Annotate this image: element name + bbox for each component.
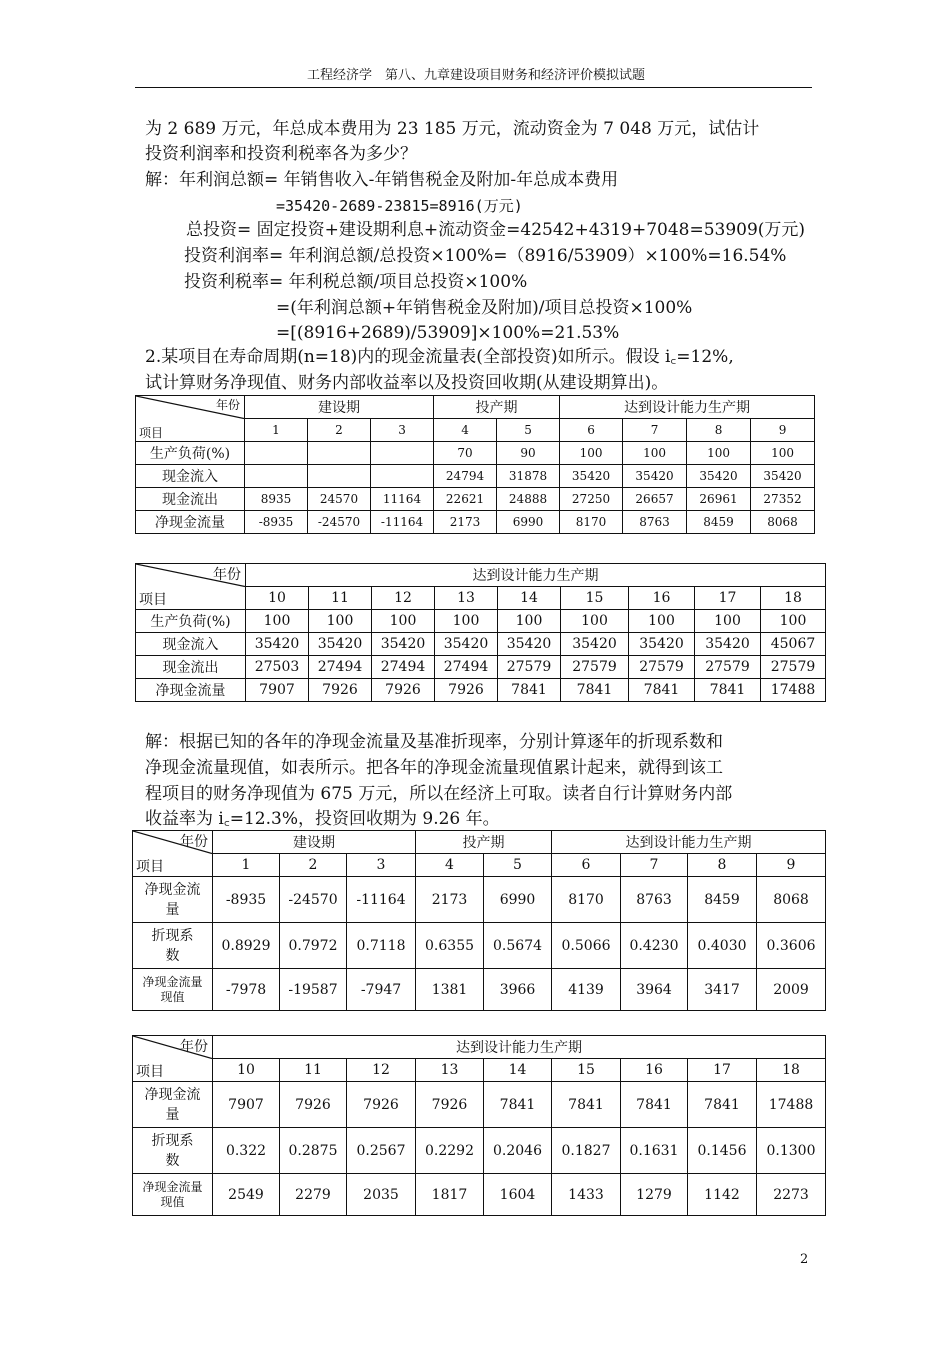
diag-bottom-label: 项目	[136, 1064, 164, 1080]
year-header-row	[133, 854, 826, 877]
value-cell: 7926	[347, 1082, 416, 1128]
row-label: 折现系数	[133, 1128, 213, 1174]
value-cell: 0.4030	[688, 923, 757, 969]
value-cell: 27579	[629, 656, 695, 679]
value-cell: 1604	[484, 1174, 552, 1216]
year-cell: 16	[621, 1059, 688, 1082]
value-cell: 7926	[416, 1082, 484, 1128]
year-cell: 8	[688, 854, 757, 877]
table-row	[136, 465, 815, 488]
year-cell: 12	[372, 587, 435, 610]
text-line: =35420-2689-23815=8916(万元)	[276, 197, 523, 215]
period-design: 达到设计能力生产期	[552, 831, 826, 854]
value-cell: 7841	[688, 1082, 757, 1128]
year-cell: 9	[751, 419, 815, 442]
value-cell: 0.2292	[416, 1128, 484, 1174]
cash-flow-table-2	[135, 563, 826, 702]
year-header-row	[133, 1059, 826, 1082]
value-cell: 8935	[245, 488, 308, 511]
row-label: 净现金流量	[133, 1082, 213, 1128]
year-cell: 2	[308, 419, 371, 442]
value-cell: 35420	[372, 633, 435, 656]
value-cell: 100	[560, 442, 623, 465]
year-cell: 9	[757, 854, 826, 877]
row-label: 现金流入	[136, 465, 245, 488]
year-cell: 17	[695, 587, 761, 610]
row-label: 净现金流量	[136, 679, 246, 702]
value-cell: 70	[434, 442, 497, 465]
value-cell: 100	[498, 610, 561, 633]
period-design: 达到设计能力生产期	[560, 396, 815, 419]
year-cell: 6	[560, 419, 623, 442]
value-cell: 0.4230	[621, 923, 688, 969]
value-cell: 35420	[687, 465, 751, 488]
cash-flow-table-1	[135, 395, 815, 534]
text-line: 收益率为 i꜀=12.3%，投资回收期为 9.26 年。	[145, 809, 500, 829]
row-label: 现金流出	[136, 656, 246, 679]
npv-table-1	[132, 830, 826, 1011]
diag-top-label: 年份	[180, 834, 208, 850]
text-line: 解：根据已知的各年的净现金流量及基准折现率，分别计算逐年的折现系数和	[145, 732, 723, 752]
value-cell: 27579	[561, 656, 629, 679]
value-cell: 7907	[246, 679, 309, 702]
diagonal-header-cell	[133, 1036, 213, 1082]
value-cell: 22621	[434, 488, 497, 511]
value-cell: 2173	[416, 877, 484, 923]
value-cell: 0.6355	[416, 923, 484, 969]
value-cell: 35420	[561, 633, 629, 656]
value-cell: 3417	[688, 969, 757, 1011]
year-cell: 6	[552, 854, 621, 877]
value-cell: -8935	[213, 877, 280, 923]
year-cell: 13	[416, 1059, 484, 1082]
period-design: 达到设计能力生产期	[246, 564, 826, 587]
row-label: 折现系数	[133, 923, 213, 969]
value-cell: 100	[246, 610, 309, 633]
table-row	[136, 442, 815, 465]
value-cell: 100	[309, 610, 372, 633]
year-cell: 10	[246, 587, 309, 610]
value-cell: 17488	[761, 679, 826, 702]
value-cell: 11164	[371, 488, 434, 511]
table-row	[136, 656, 826, 679]
value-cell: 100	[695, 610, 761, 633]
year-cell: 12	[347, 1059, 416, 1082]
value-cell: 24570	[308, 488, 371, 511]
year-cell: 1	[245, 419, 308, 442]
value-cell: 0.8929	[213, 923, 280, 969]
value-cell: -11164	[371, 511, 434, 534]
value-cell: 7926	[280, 1082, 347, 1128]
row-label: 净现金流量现值	[133, 1174, 213, 1216]
value-cell: 27494	[372, 656, 435, 679]
value-cell: 35420	[435, 633, 498, 656]
value-cell: 35420	[560, 465, 623, 488]
value-cell	[371, 465, 434, 488]
table-row	[136, 488, 815, 511]
year-cell: 18	[761, 587, 826, 610]
period-construction: 建设期	[245, 396, 434, 419]
value-cell: 2273	[757, 1174, 826, 1216]
table-row	[133, 923, 826, 969]
diagonal-header-cell	[136, 396, 245, 442]
value-cell: 24888	[497, 488, 560, 511]
value-cell: 26657	[623, 488, 687, 511]
value-cell: 2279	[280, 1174, 347, 1216]
diagonal-header-cell	[133, 831, 213, 877]
value-cell: 31878	[497, 465, 560, 488]
period-startup: 投产期	[434, 396, 560, 419]
value-cell: 0.5066	[552, 923, 621, 969]
value-cell: 45067	[761, 633, 826, 656]
period-construction: 建设期	[213, 831, 416, 854]
value-cell: 7841	[498, 679, 561, 702]
value-cell: 2009	[757, 969, 826, 1011]
value-cell: 0.322	[213, 1128, 280, 1174]
value-cell: 0.2046	[484, 1128, 552, 1174]
value-cell: 8459	[688, 877, 757, 923]
value-cell: 35420	[629, 633, 695, 656]
diag-top-label: 年份	[213, 567, 241, 583]
period-design: 达到设计能力生产期	[213, 1036, 826, 1059]
value-cell: 0.3606	[757, 923, 826, 969]
table-row	[133, 969, 826, 1011]
text-line: 程项目的财务净现值为 675 万元，所以在经济上可取。读者自行计算财务内部	[145, 784, 733, 804]
year-cell: 2	[280, 854, 347, 877]
value-cell: 8763	[623, 511, 687, 534]
value-cell: 100	[629, 610, 695, 633]
text-line: 为 2 689 万元，年总成本费用为 23 185 万元，流动资金为 7 048 万元，试估计	[145, 119, 760, 139]
row-label: 现金流入	[136, 633, 246, 656]
text-line: 解：年利润总额= 年销售收入-年销售税金及附加-年总成本费用	[145, 170, 619, 190]
value-cell: 7926	[435, 679, 498, 702]
value-cell: 27503	[246, 656, 309, 679]
value-cell: 0.1456	[688, 1128, 757, 1174]
row-label: 生产负荷(%)	[136, 442, 245, 465]
year-cell: 3	[371, 419, 434, 442]
text-line: 试计算财务净现值、财务内部收益率以及投资回收期(从建设期算出)。	[145, 373, 669, 393]
row-label: 净现金流量	[136, 511, 245, 534]
value-cell: 8068	[751, 511, 815, 534]
value-cell: 3964	[621, 969, 688, 1011]
value-cell: 0.1300	[757, 1128, 826, 1174]
value-cell: 35420	[695, 633, 761, 656]
value-cell: 7926	[309, 679, 372, 702]
value-cell: -7947	[347, 969, 416, 1011]
value-cell: 6990	[497, 511, 560, 534]
value-cell: 27579	[761, 656, 826, 679]
value-cell: 17488	[757, 1082, 826, 1128]
table-row	[136, 679, 826, 702]
value-cell	[308, 442, 371, 465]
value-cell	[245, 442, 308, 465]
table-row	[133, 1174, 826, 1216]
year-cell: 4	[434, 419, 497, 442]
year-cell: 5	[484, 854, 552, 877]
value-cell: 100	[751, 442, 815, 465]
value-cell: 1381	[416, 969, 484, 1011]
diag-bottom-label: 项目	[139, 426, 164, 440]
row-label: 净现金流量现值	[133, 969, 213, 1011]
row-label: 现金流出	[136, 488, 245, 511]
year-cell: 13	[435, 587, 498, 610]
value-cell: 7841	[621, 1082, 688, 1128]
value-cell: 0.7972	[280, 923, 347, 969]
period-startup: 投产期	[416, 831, 552, 854]
value-cell: 27494	[309, 656, 372, 679]
table-row	[133, 1128, 826, 1174]
text-line: 净现金流量现值，如表所示。把各年的净现金流量现值累计起来，就得到该工	[145, 758, 723, 778]
text-line: 投资利润率= 年利润总额/总投资×100%=（8916/53909）×100%=16.54%	[184, 246, 787, 266]
year-cell: 11	[280, 1059, 347, 1082]
year-cell: 1	[213, 854, 280, 877]
text-line: 2.某项目在寿命周期(n=18)内的现金流量表(全部投资)如所示。假设 i꜀=12%,	[145, 347, 734, 367]
value-cell: -24570	[280, 877, 347, 923]
value-cell: 8170	[552, 877, 621, 923]
value-cell: 0.1631	[621, 1128, 688, 1174]
value-cell: 2035	[347, 1174, 416, 1216]
value-cell: 8459	[687, 511, 751, 534]
year-cell: 11	[309, 587, 372, 610]
diagonal-header-cell	[136, 564, 246, 610]
value-cell: 90	[497, 442, 560, 465]
value-cell: 27579	[498, 656, 561, 679]
value-cell	[308, 465, 371, 488]
value-cell: 0.7118	[347, 923, 416, 969]
value-cell: 0.5674	[484, 923, 552, 969]
value-cell: 100	[561, 610, 629, 633]
value-cell: 7907	[213, 1082, 280, 1128]
value-cell: 1433	[552, 1174, 621, 1216]
value-cell: 26961	[687, 488, 751, 511]
value-cell: 1817	[416, 1174, 484, 1216]
table-row	[133, 877, 826, 923]
header-rule	[135, 87, 812, 88]
value-cell: -11164	[347, 877, 416, 923]
value-cell: 7841	[561, 679, 629, 702]
year-cell: 7	[621, 854, 688, 877]
value-cell: 35420	[751, 465, 815, 488]
value-cell: 7841	[552, 1082, 621, 1128]
year-cell: 8	[687, 419, 751, 442]
value-cell: 35420	[246, 633, 309, 656]
diag-bottom-label: 项目	[139, 592, 167, 608]
year-cell: 15	[552, 1059, 621, 1082]
year-cell: 5	[497, 419, 560, 442]
value-cell: 0.2875	[280, 1128, 347, 1174]
value-cell: 27352	[751, 488, 815, 511]
value-cell: 6990	[484, 877, 552, 923]
table-row	[136, 610, 826, 633]
value-cell: 1279	[621, 1174, 688, 1216]
value-cell: 2173	[434, 511, 497, 534]
value-cell: 35420	[498, 633, 561, 656]
text-line: 投资利润率和投资利税率各为多少？	[145, 144, 417, 164]
value-cell: 24794	[434, 465, 497, 488]
value-cell: 3966	[484, 969, 552, 1011]
year-cell: 4	[416, 854, 484, 877]
text-line: 投资利税率= 年利税总额/项目总投资×100%	[184, 272, 528, 292]
year-cell: 3	[347, 854, 416, 877]
value-cell: 100	[623, 442, 687, 465]
running-header: 工程经济学 第八、九章建设项目财务和经济评价模拟试题	[306, 68, 645, 83]
row-label: 生产负荷(%)	[136, 610, 246, 633]
value-cell: 27579	[695, 656, 761, 679]
diag-bottom-label: 项目	[136, 859, 164, 875]
diag-top-label: 年份	[180, 1039, 208, 1055]
value-cell: 7841	[629, 679, 695, 702]
value-cell: 0.2567	[347, 1128, 416, 1174]
year-cell: 14	[484, 1059, 552, 1082]
text-line: 总投资= 固定投资+建设期利息+流动资金=42542+4319+7048=53909(万元)	[186, 220, 806, 240]
table-row	[136, 511, 815, 534]
value-cell: -8935	[245, 511, 308, 534]
value-cell: 7926	[372, 679, 435, 702]
value-cell: 100	[435, 610, 498, 633]
year-cell: 18	[757, 1059, 826, 1082]
value-cell: -7978	[213, 969, 280, 1011]
value-cell	[371, 442, 434, 465]
diag-top-label: 年份	[215, 398, 240, 412]
value-cell: 27494	[435, 656, 498, 679]
row-label: 净现金流量	[133, 877, 213, 923]
value-cell: 7841	[484, 1082, 552, 1128]
year-cell: 16	[629, 587, 695, 610]
npv-table-2	[132, 1035, 826, 1216]
value-cell: 4139	[552, 969, 621, 1011]
value-cell: 100	[372, 610, 435, 633]
value-cell: 8068	[757, 877, 826, 923]
year-cell: 14	[498, 587, 561, 610]
year-cell: 17	[688, 1059, 757, 1082]
value-cell: 100	[761, 610, 826, 633]
value-cell: -24570	[308, 511, 371, 534]
value-cell: 2549	[213, 1174, 280, 1216]
value-cell: 100	[687, 442, 751, 465]
value-cell: 8170	[560, 511, 623, 534]
text-line: =(年利润总额+年销售税金及附加)/项目总投资×100%	[276, 298, 693, 318]
value-cell: 1142	[688, 1174, 757, 1216]
year-cell: 15	[561, 587, 629, 610]
value-cell: 0.1827	[552, 1128, 621, 1174]
text-line: =[(8916+2689)/53909]×100%=21.53%	[276, 323, 620, 343]
table-row	[136, 633, 826, 656]
page-number: 2	[800, 1252, 809, 1267]
value-cell: 8763	[621, 877, 688, 923]
year-cell: 10	[213, 1059, 280, 1082]
value-cell: 35420	[623, 465, 687, 488]
value-cell: 35420	[309, 633, 372, 656]
value-cell: 27250	[560, 488, 623, 511]
value-cell: -19587	[280, 969, 347, 1011]
table-row	[133, 1082, 826, 1128]
value-cell: 7841	[695, 679, 761, 702]
year-cell: 7	[623, 419, 687, 442]
value-cell	[245, 465, 308, 488]
